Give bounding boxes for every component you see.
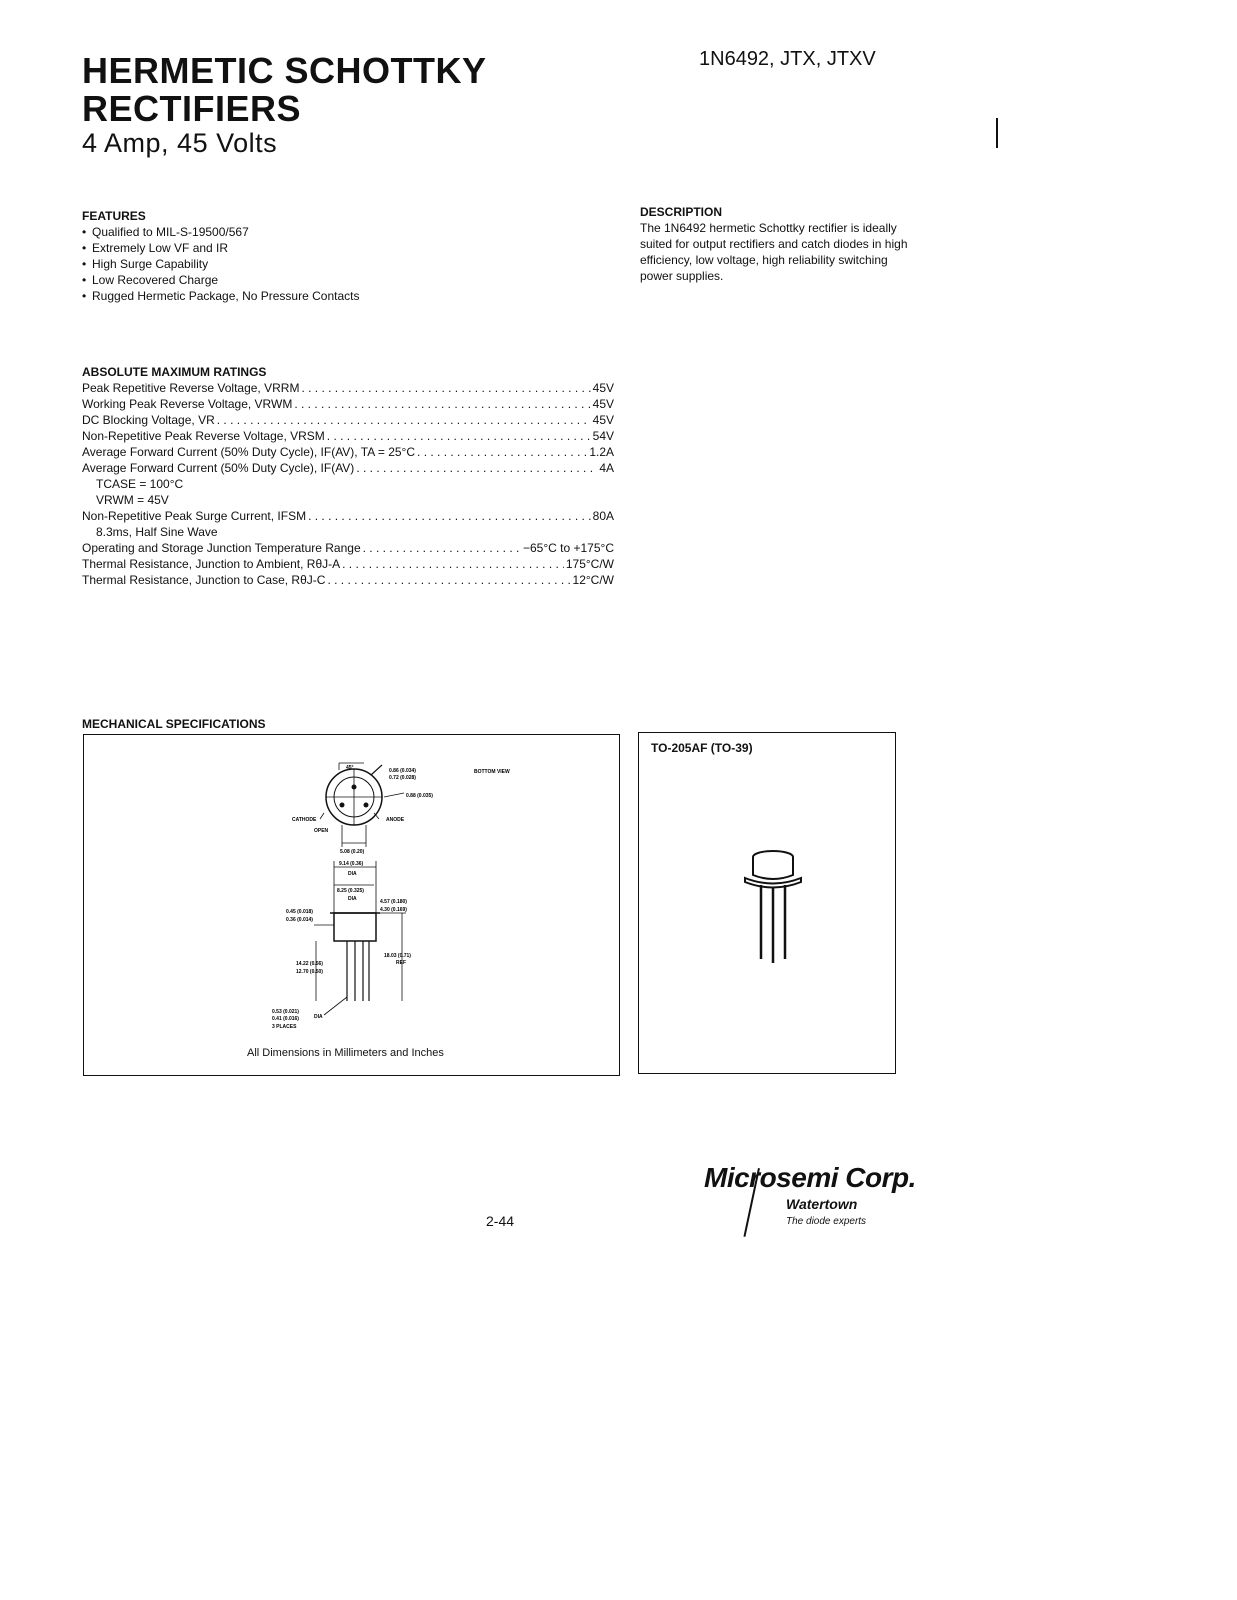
feature-item: • Rugged Hermetic Package, No Pressure Contacts — [82, 288, 382, 304]
rating-row — [82, 556, 614, 572]
dia-label: DIA — [348, 871, 357, 877]
rating-value: 12°C/W — [572, 573, 614, 587]
rating-condition: VRWM = 45V — [96, 493, 169, 507]
rating-value: 45V — [592, 381, 614, 395]
company-logo: Microsemi Corp. — [704, 1162, 916, 1193]
dimension-label: 9.14 (0.36) — [339, 861, 364, 867]
rating-label: Non-Repetitive Peak Surge Current, IFSM — [82, 509, 307, 523]
feature-item: • Qualified to MIL-S-19500/567 — [82, 224, 382, 240]
rating-label: DC Blocking Voltage, VR — [82, 413, 215, 427]
rating-label: Peak Repetitive Reverse Voltage, VRRM — [82, 381, 300, 395]
features-heading: FEATURES — [82, 209, 146, 223]
feature-item: • High Surge Capability — [82, 256, 382, 272]
dimension-label: 4.30 (0.169) — [380, 907, 407, 913]
rating-row — [82, 572, 614, 588]
places-label: 3 PLACES — [272, 1024, 297, 1030]
dia-label: DIA — [348, 896, 357, 902]
rating-value: 1.2A — [589, 445, 614, 459]
bottom-view-label: BOTTOM VIEW — [474, 769, 510, 775]
description-heading: DESCRIPTION — [640, 205, 723, 219]
dimension-label: 0.86 (0.034) — [389, 768, 416, 774]
ratings-section — [82, 364, 614, 588]
rating-row — [82, 508, 614, 524]
anode-label: ANODE — [386, 817, 405, 823]
dimension-label: 8.25 (0.325) — [337, 888, 364, 894]
rating-label: Average Forward Current (50% Duty Cycle), IF(AV), TA = 25°C — [82, 445, 416, 459]
dimension-label: 0.41 (0.016) — [272, 1016, 299, 1022]
page-subtitle: 4 Amp, 45 Volts — [82, 128, 278, 158]
dia-label: DIA — [314, 1014, 323, 1020]
feature-item: • Low Recovered Charge — [82, 272, 382, 288]
title-line-2: RECTIFIERS — [82, 88, 302, 129]
rating-row — [82, 444, 614, 460]
ref-label: REF — [396, 960, 406, 966]
features-section — [82, 208, 382, 304]
angle-label: 45° — [346, 765, 354, 771]
rating-row — [82, 396, 614, 412]
dimension-label: 0.53 (0.021) — [272, 1009, 299, 1015]
feature-item: • Extremely Low VF and IR — [82, 240, 382, 256]
features-list — [82, 224, 382, 304]
dimension-label: 0.72 (0.028) — [389, 775, 416, 781]
rating-value: 80A — [592, 509, 614, 523]
rating-value: −65°C to +175°C — [523, 541, 614, 555]
rating-label: Operating and Storage Junction Temperature Range — [82, 541, 361, 555]
package-box — [638, 732, 896, 1074]
rating-row — [82, 460, 614, 476]
mechanical-drawing-box — [83, 734, 620, 1076]
page-title — [82, 52, 487, 128]
rating-row — [82, 428, 614, 444]
package-illustration — [639, 733, 895, 1073]
rating-label: Thermal Resistance, Junction to Ambient, RθJ-A — [82, 557, 341, 571]
dimension-label: 0.88 (0.035) — [406, 793, 433, 799]
description-text: The 1N6492 hermetic Schottky rectifier is ideally suited for output rectifiers and catch diodes in high efficiency, low voltage, high reliability switching power supplies. — [640, 221, 908, 283]
rating-condition: 8.3ms, Half Sine Wave — [96, 525, 218, 539]
company-tagline: The diode experts — [786, 1216, 867, 1227]
rating-value: 45V — [592, 413, 614, 427]
dimension-label: 18.03 (0.71) — [384, 953, 411, 959]
rating-value: 45V — [592, 397, 614, 411]
ratings-heading: ABSOLUTE MAXIMUM RATINGS — [82, 365, 267, 379]
mechanical-heading: MECHANICAL SPECIFICATIONS — [82, 717, 266, 731]
rating-label: Non-Repetitive Peak Reverse Voltage, VRSM — [82, 429, 325, 443]
dimension-label: 4.57 (0.180) — [380, 899, 407, 905]
open-label: OPEN — [314, 828, 329, 834]
dimension-label: 14.22 (0.56) — [296, 961, 323, 967]
rating-label: Working Peak Reverse Voltage, VRWM — [82, 397, 293, 411]
package-label: TO-205AF (TO-39) — [651, 741, 753, 755]
rating-row — [82, 412, 614, 428]
page-number: 2-44 — [486, 1213, 515, 1229]
rating-row — [82, 380, 614, 396]
rating-value: 4A — [599, 461, 614, 475]
rating-row — [82, 540, 614, 556]
rating-label: Thermal Resistance, Junction to Case, RθJ-C — [82, 573, 326, 587]
dimension-label: 0.45 (0.018) — [286, 909, 313, 915]
cathode-label: CATHODE — [292, 817, 317, 823]
drawing-caption: All Dimensions in Millimeters and Inches — [247, 1047, 444, 1059]
dimension-label: 5.08 (0.20) — [340, 849, 365, 855]
dimension-label: 0.36 (0.014) — [286, 917, 313, 923]
change-bar — [996, 118, 998, 148]
rating-value: 175°C/W — [565, 557, 614, 571]
rating-label: Average Forward Current (50% Duty Cycle), IF(AV) — [82, 461, 355, 475]
dimension-label: 12.70 (0.50) — [296, 969, 323, 975]
description-section — [640, 204, 910, 284]
company-location: Watertown — [786, 1196, 858, 1212]
rating-value: 54V — [592, 429, 614, 443]
title-line-1: HERMETIC SCHOTTKY — [82, 50, 487, 91]
rating-condition: TCASE = 100°C — [96, 477, 184, 491]
package-dimension-drawing — [84, 735, 619, 1075]
part-numbers: 1N6492, JTX, JTXV — [699, 48, 876, 70]
